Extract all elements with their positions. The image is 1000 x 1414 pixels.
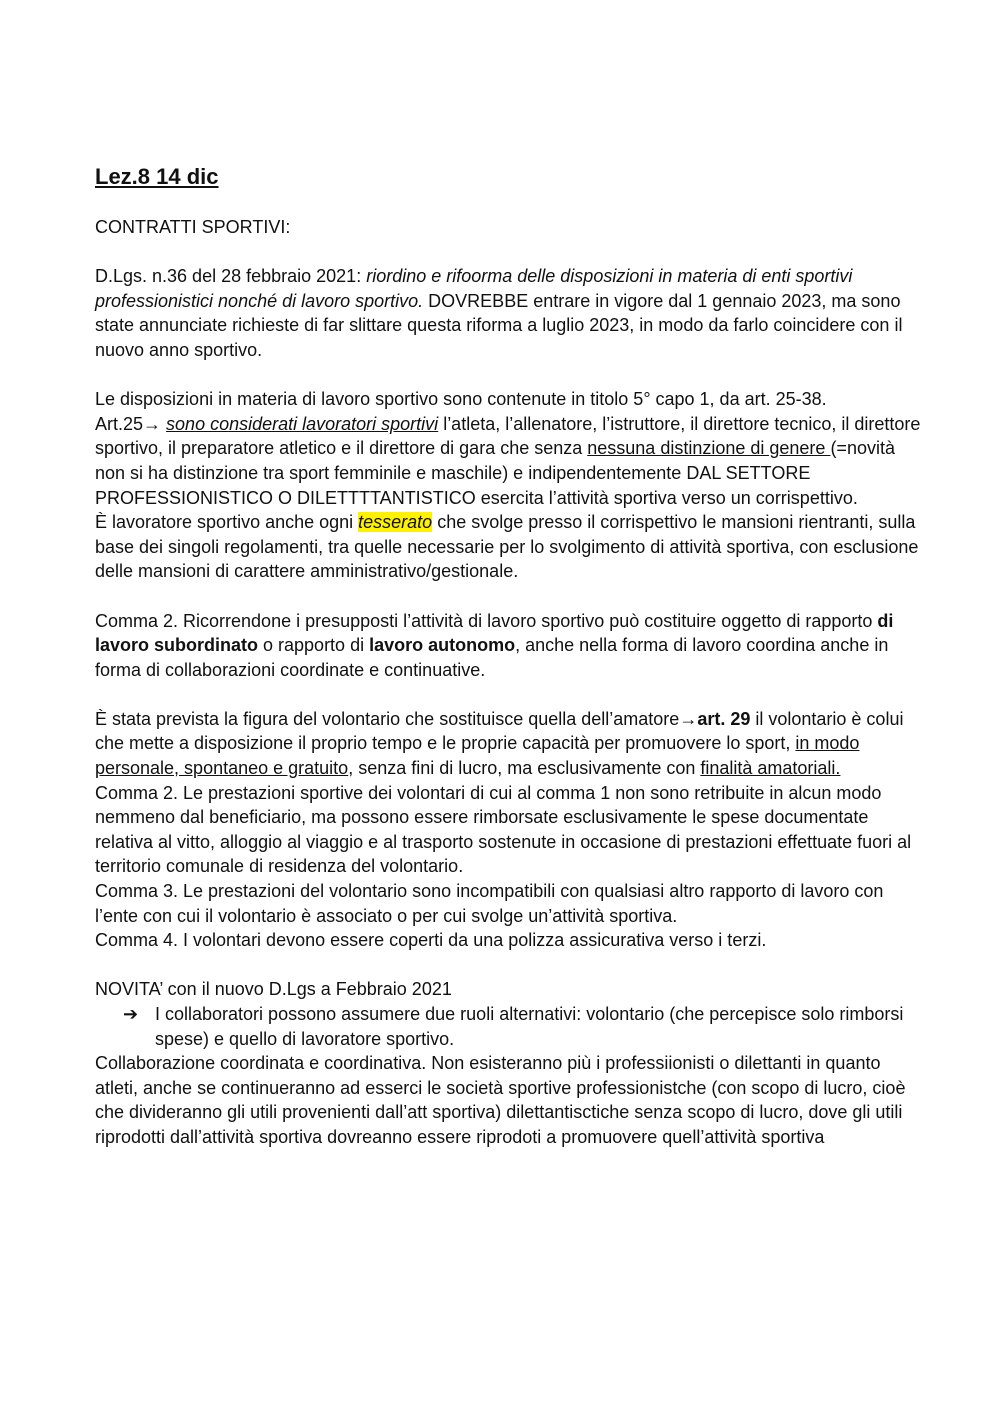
paragraph-volunteer-comma-2: Comma 2. Le prestazioni sportive dei volontari di cui al comma 1 non sono retribuite in alcun modo nemmeno dal beneficiario, ma possono essere rimborsate esclusivamente le spese documentate relativa al vitto, alloggio al viaggio e al trasporto sostenute in occasione di prestazioni effettuate fuori al territorio comunale di residenza del volontario. bbox=[95, 782, 912, 877]
amateur-purpose-term: finalità amatoriali. bbox=[700, 758, 841, 779]
list-item: ➔ I collaboratori possono assumere due ruoli alternativi: volontario (che percepisce solo rimborsi spese) e quello di lavoratore sportivo. bbox=[123, 1004, 904, 1049]
paragraph-volunteer-comma-4: Comma 4. I volontari devono essere coperti da una polizza assicurativa verso i terzi. bbox=[95, 930, 767, 951]
arrow-icon: → bbox=[679, 708, 698, 729]
arrow-bullet-icon: ➔ bbox=[123, 1004, 139, 1024]
document-body bbox=[95, 215, 925, 1150]
paragraph-comma-2: Comma 2. Ricorrendone i presupposti l’attività di lavoro sportivo può costituire oggetto di rapporto di lavoro subordinato o rapporto di lavoro autonomo, anche nella forma di lavoro coordina anche in forma di collaborazioni coordinate e continuative. bbox=[95, 610, 894, 680]
sports-workers-term: sono considerati lavoratori sportivi bbox=[166, 413, 439, 434]
volunteer-manner-term: in modo personale, spontaneo e gratuito bbox=[95, 733, 860, 779]
paragraph-novita: NOVITA’ con il nuovo D.Lgs a Febbraio 2021 bbox=[95, 979, 452, 1000]
decree-subject: riordino e rifoorma delle disposizioni in materia di enti sportivi professionistici nonché di lavoro sportivo. bbox=[95, 266, 853, 311]
paragraph-provisions: Le disposizioni in materia di lavoro sportivo sono contenute in titolo 5° capo 1, da art. 25-38. bbox=[95, 389, 827, 410]
section-heading: CONTRATTI SPORTIVI: bbox=[95, 217, 291, 237]
paragraph-volunteer-comma-3: Comma 3. Le prestazioni del volontario sono incompatibili con qualsiasi altro rapporto di lavoro con l’ente con cui il volontario è associato o per cui svolge un’attività sportiva. bbox=[95, 881, 884, 926]
paragraph-tesserato: È lavoratore sportivo anche ogni tesserato che svolge presso il corrispettivo le mansioni rientranti, sulla base dei singoli regolamenti, tra quelle necessarie per lo svolgimento di attività sportiva, con esclusione delle mansioni di carattere amministrativo/gestionale. bbox=[95, 512, 919, 582]
arrow-icon: → bbox=[143, 413, 162, 434]
gender-distinction-term: nessuna distinzione di genere bbox=[587, 438, 831, 459]
paragraph-decree: D.Lgs. n.36 del 28 febbraio 2021: riordino e rifoorma delle disposizioni in materia di enti sportivi professionistici nonché di lavoro sportivo. DOVREBBE entrare in vigore dal 1 gennaio 2023, ma sono state annunciate richieste di far slittare questa riforma a luglio 2023, in modo da farlo coincidere con il nuovo anno sportivo. bbox=[95, 266, 903, 360]
paragraph-collaboration: Collaborazione coordinata e coordinativa. Non esisteranno più i professiionisti o dilettanti in quanto atleti, anche se continueranno ad esserci le società sportive professionistche (con scopo di lucro, cioè che divideranno gli utili provenienti dall’att sportiva) dilettantisctiche senza scopo di lucro, dove gli utili riprodotti dall’attività sportiva dovreanno essere riprodoti a promuovere quell’attività sportiva bbox=[95, 1053, 906, 1147]
highlighted-term: tesserato bbox=[358, 512, 433, 533]
page-title: Lez.8 14 dic bbox=[95, 164, 219, 189]
paragraph-art25: Art.25→ sono considerati lavoratori sportivi l’atleta, l’allenatore, l’istruttore, il direttore tecnico, il direttore sportivo, il preparatore atletico e il direttore di gara che senza nessuna distinzione di genere (=novità non si ha distinzione tra sport femminile e maschile) e indipendentemente DAL SETTORE PROFESSIONISTICO O DILETTTTANTISTICO esercita l’attività sportiva verso un corrispettivo. bbox=[95, 413, 921, 508]
paragraph-volunteer: È stata prevista la figura del volontario che sostituisce quella dell’amatore→art. 29 il volontario è colui che mette a disposizione il proprio tempo e le proprie capacità per promuovere lo sport, in modo personale, spontaneo e gratuito, senza fini di lucro, ma esclusivamente con finalità amatoriali. bbox=[95, 708, 904, 779]
article-29-ref: art. 29 bbox=[697, 708, 751, 729]
subordinate-work-term: di lavoro subordinato bbox=[95, 610, 894, 656]
self-employed-term: lavoro autonomo bbox=[369, 635, 516, 656]
